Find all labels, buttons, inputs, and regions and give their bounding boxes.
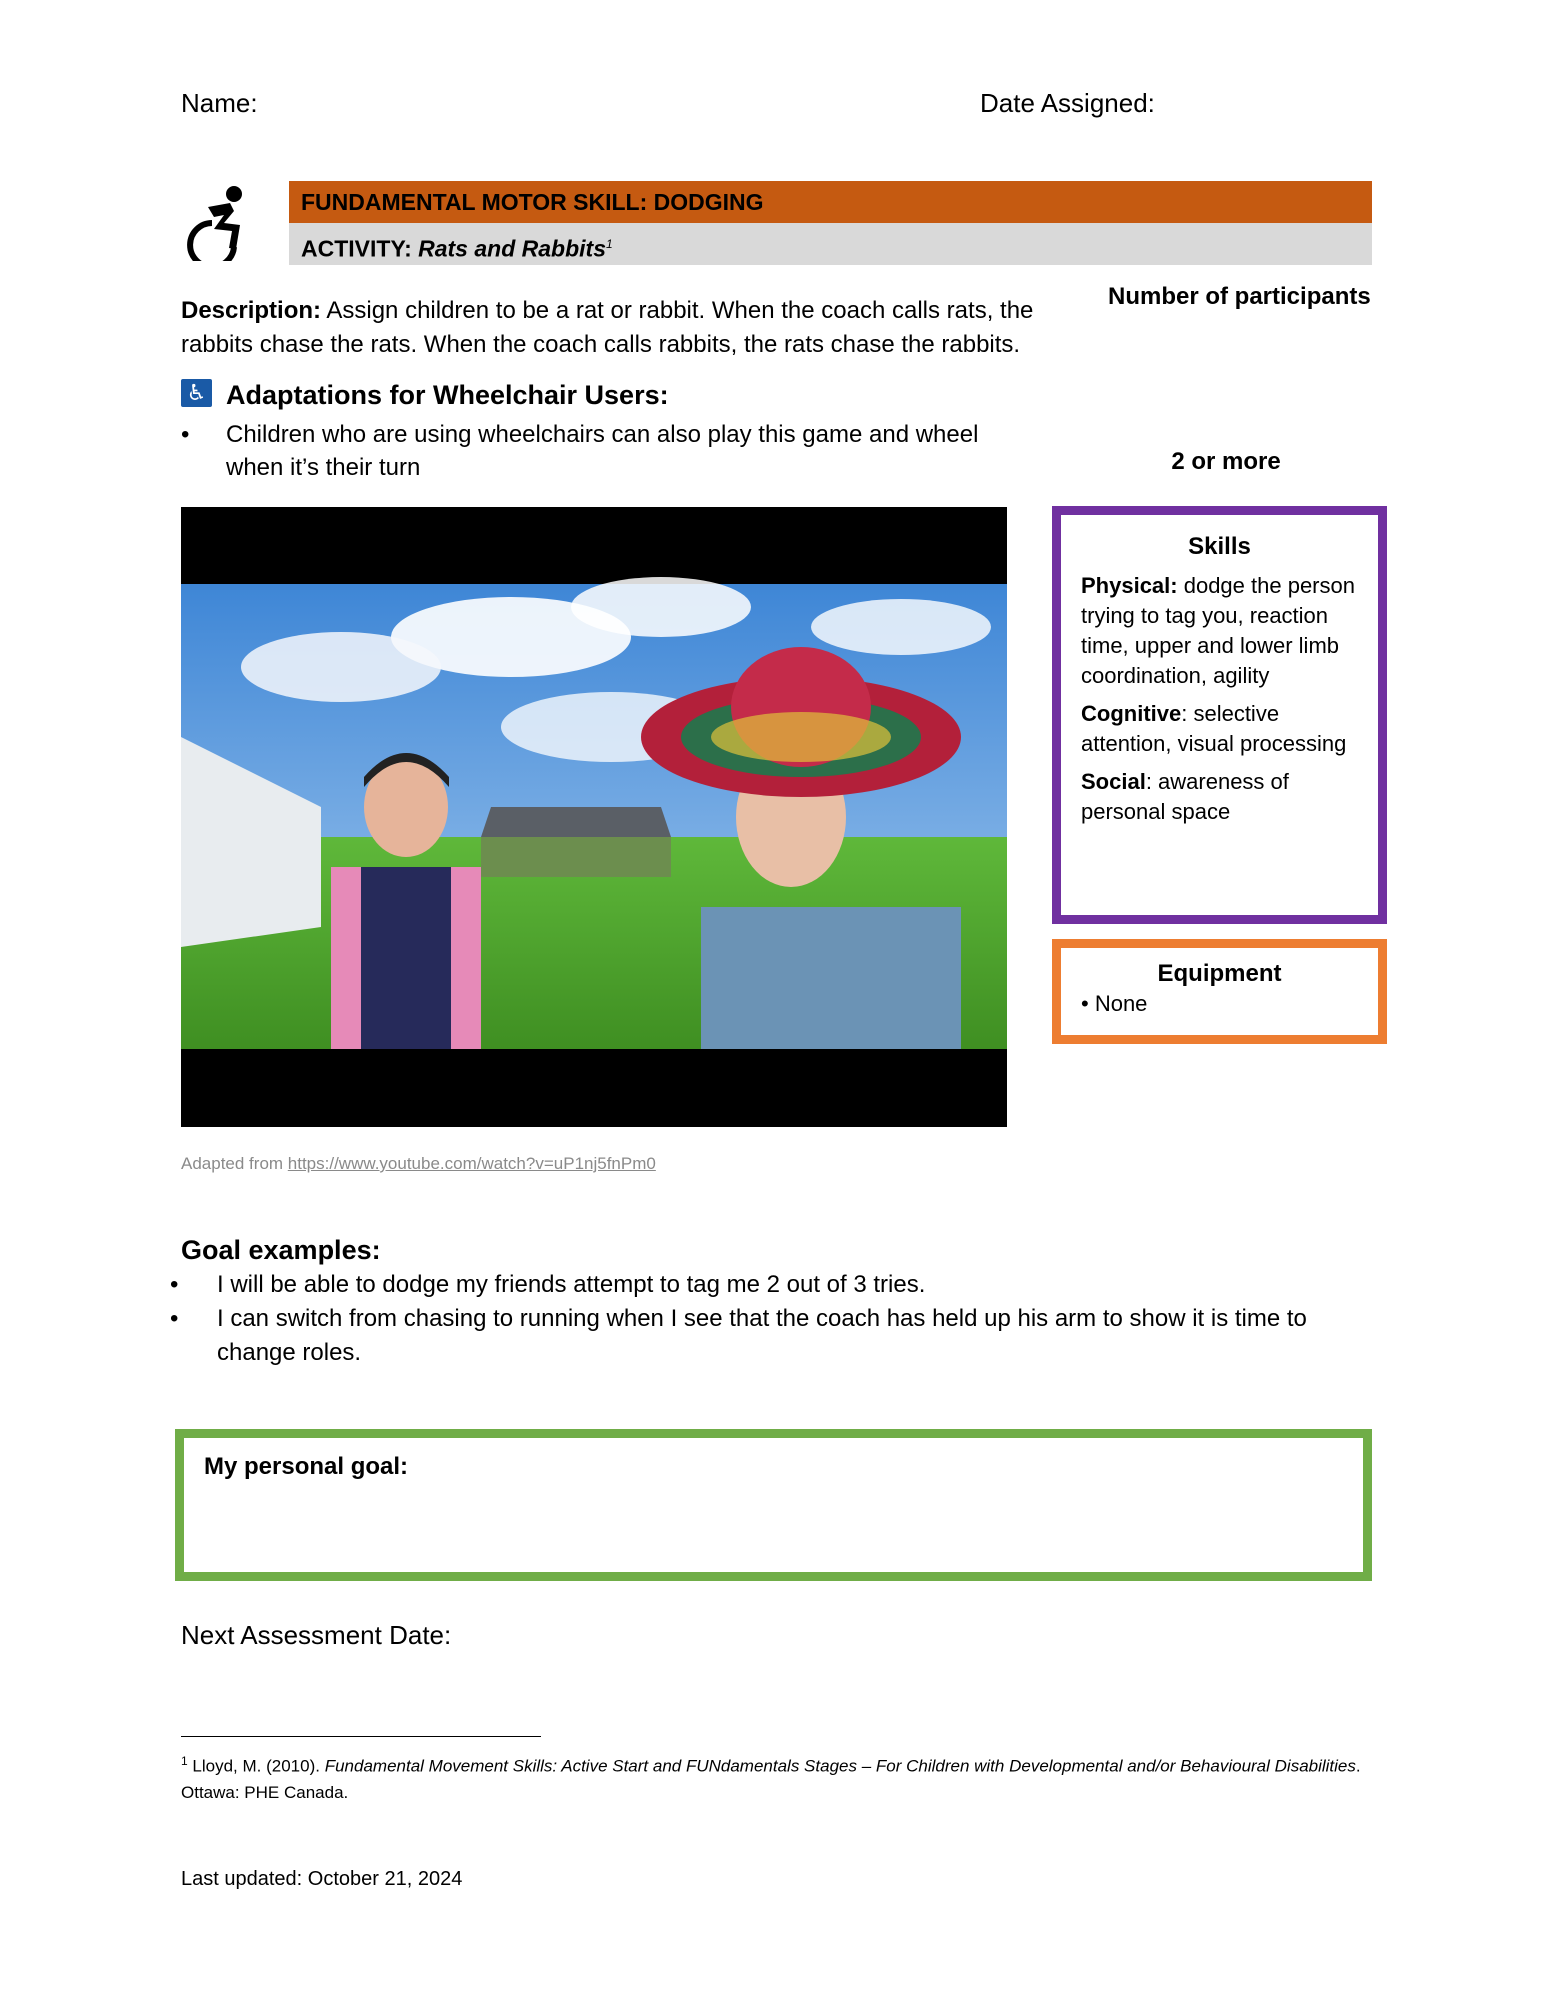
skills-title: Skills xyxy=(1188,533,1251,560)
skill-title-banner: FUNDAMENTAL MOTOR SKILL: DODGING xyxy=(289,181,1372,223)
goal-text: I will be able to dodge my friends attempt to tag me 2 out of 3 tries. xyxy=(217,1271,926,1298)
equipment-title: Equipment xyxy=(1157,960,1282,987)
accessibility-icon: ♿ xyxy=(181,379,212,407)
video-caption xyxy=(181,1154,656,1174)
personal-goal-label: My personal goal: xyxy=(204,1453,409,1480)
next-assessment-label: Next Assessment Date: xyxy=(181,1620,452,1650)
list-item: • Children who are using wheelchairs can also play this game and wheel when it’s their turn xyxy=(181,418,1041,484)
list-item: • I will be able to dodge my friends attempt to tag me 2 out of 3 tries. xyxy=(170,1271,926,1298)
activity-label: ACTIVITY: xyxy=(301,235,412,262)
cognitive-label: Cognitive xyxy=(1081,701,1182,726)
adaptations-title: Adaptations for Wheelchair Users: xyxy=(226,380,669,410)
personal-goal-box[interactable] xyxy=(175,1429,1372,1581)
list-item: • I can switch from chasing to running when I see that the coach has held up his arm to show it is time to change roles. xyxy=(170,1305,1307,1366)
caption-prefix: Adapted from xyxy=(181,1154,288,1173)
physical-skills xyxy=(1081,571,1371,691)
last-updated: Last updated: October 21, 2024 xyxy=(181,1868,463,1890)
footnote-title: Fundamental Movement Skills: Active Start and FUNdamentals Stages – For Children with Developmental and/or Behavioural Disabilities xyxy=(324,1756,1356,1776)
activity-footnote-ref[interactable]: 1 xyxy=(606,237,613,251)
description-label: Description: xyxy=(181,297,322,324)
name-label: Name: xyxy=(181,88,258,118)
goal-examples-title: Goal examples: xyxy=(181,1235,381,1265)
footnote xyxy=(181,1748,1381,1806)
goal-examples-list xyxy=(170,1268,1390,1370)
participants-label: Number of participants xyxy=(1108,283,1371,310)
footnote-author: Lloyd, M. (2010). xyxy=(187,1756,325,1776)
cognitive-text: : selective attention, visual processing xyxy=(1081,701,1347,756)
footnote-divider xyxy=(181,1736,541,1737)
participants-value: 2 or more xyxy=(1171,448,1281,475)
footnote-number: 1 xyxy=(181,1754,188,1768)
physical-text: dodge the person trying to tag you, reaction time, upper and lower limb coordination, agility xyxy=(1081,573,1355,688)
social-label: Social xyxy=(1081,769,1146,794)
video-link[interactable]: https://www.youtube.com/watch?v=uP1nj5fnPm0 xyxy=(287,1154,656,1173)
description xyxy=(181,294,1081,362)
activity-banner xyxy=(289,223,1372,265)
adaptations-list xyxy=(181,418,1041,484)
footnote-rest: . Ottawa: PHE Canada. xyxy=(181,1756,1361,1802)
equipment-item: • None xyxy=(1081,991,1148,1016)
skills-box xyxy=(1052,506,1387,924)
wheelchair-activity-icon xyxy=(184,185,254,261)
adaptation-text: Children who are using wheelchairs can also play this game and wheel when it’s their turn xyxy=(226,421,979,481)
skills-body xyxy=(1081,571,1371,835)
activity-name: Rats and Rabbits xyxy=(418,235,606,262)
goal-text: I can switch from chasing to running when I see that the coach has held up his arm to show it is time to change roles. xyxy=(217,1305,1307,1366)
social-skills xyxy=(1081,767,1371,827)
cognitive-skills xyxy=(1081,699,1371,759)
video-thumbnail[interactable] xyxy=(181,507,1007,1127)
description-text: Assign children to be a rat or rabbit. When the coach calls rats, the rabbits chase the rats. When the coach calls rabbits, the rats chase the rabbits. xyxy=(181,297,1034,358)
equipment-box xyxy=(1052,939,1387,1044)
physical-label: Physical: xyxy=(1081,573,1178,598)
social-text: : awareness of personal space xyxy=(1081,769,1289,824)
date-assigned-label: Date Assigned: xyxy=(980,88,1155,118)
